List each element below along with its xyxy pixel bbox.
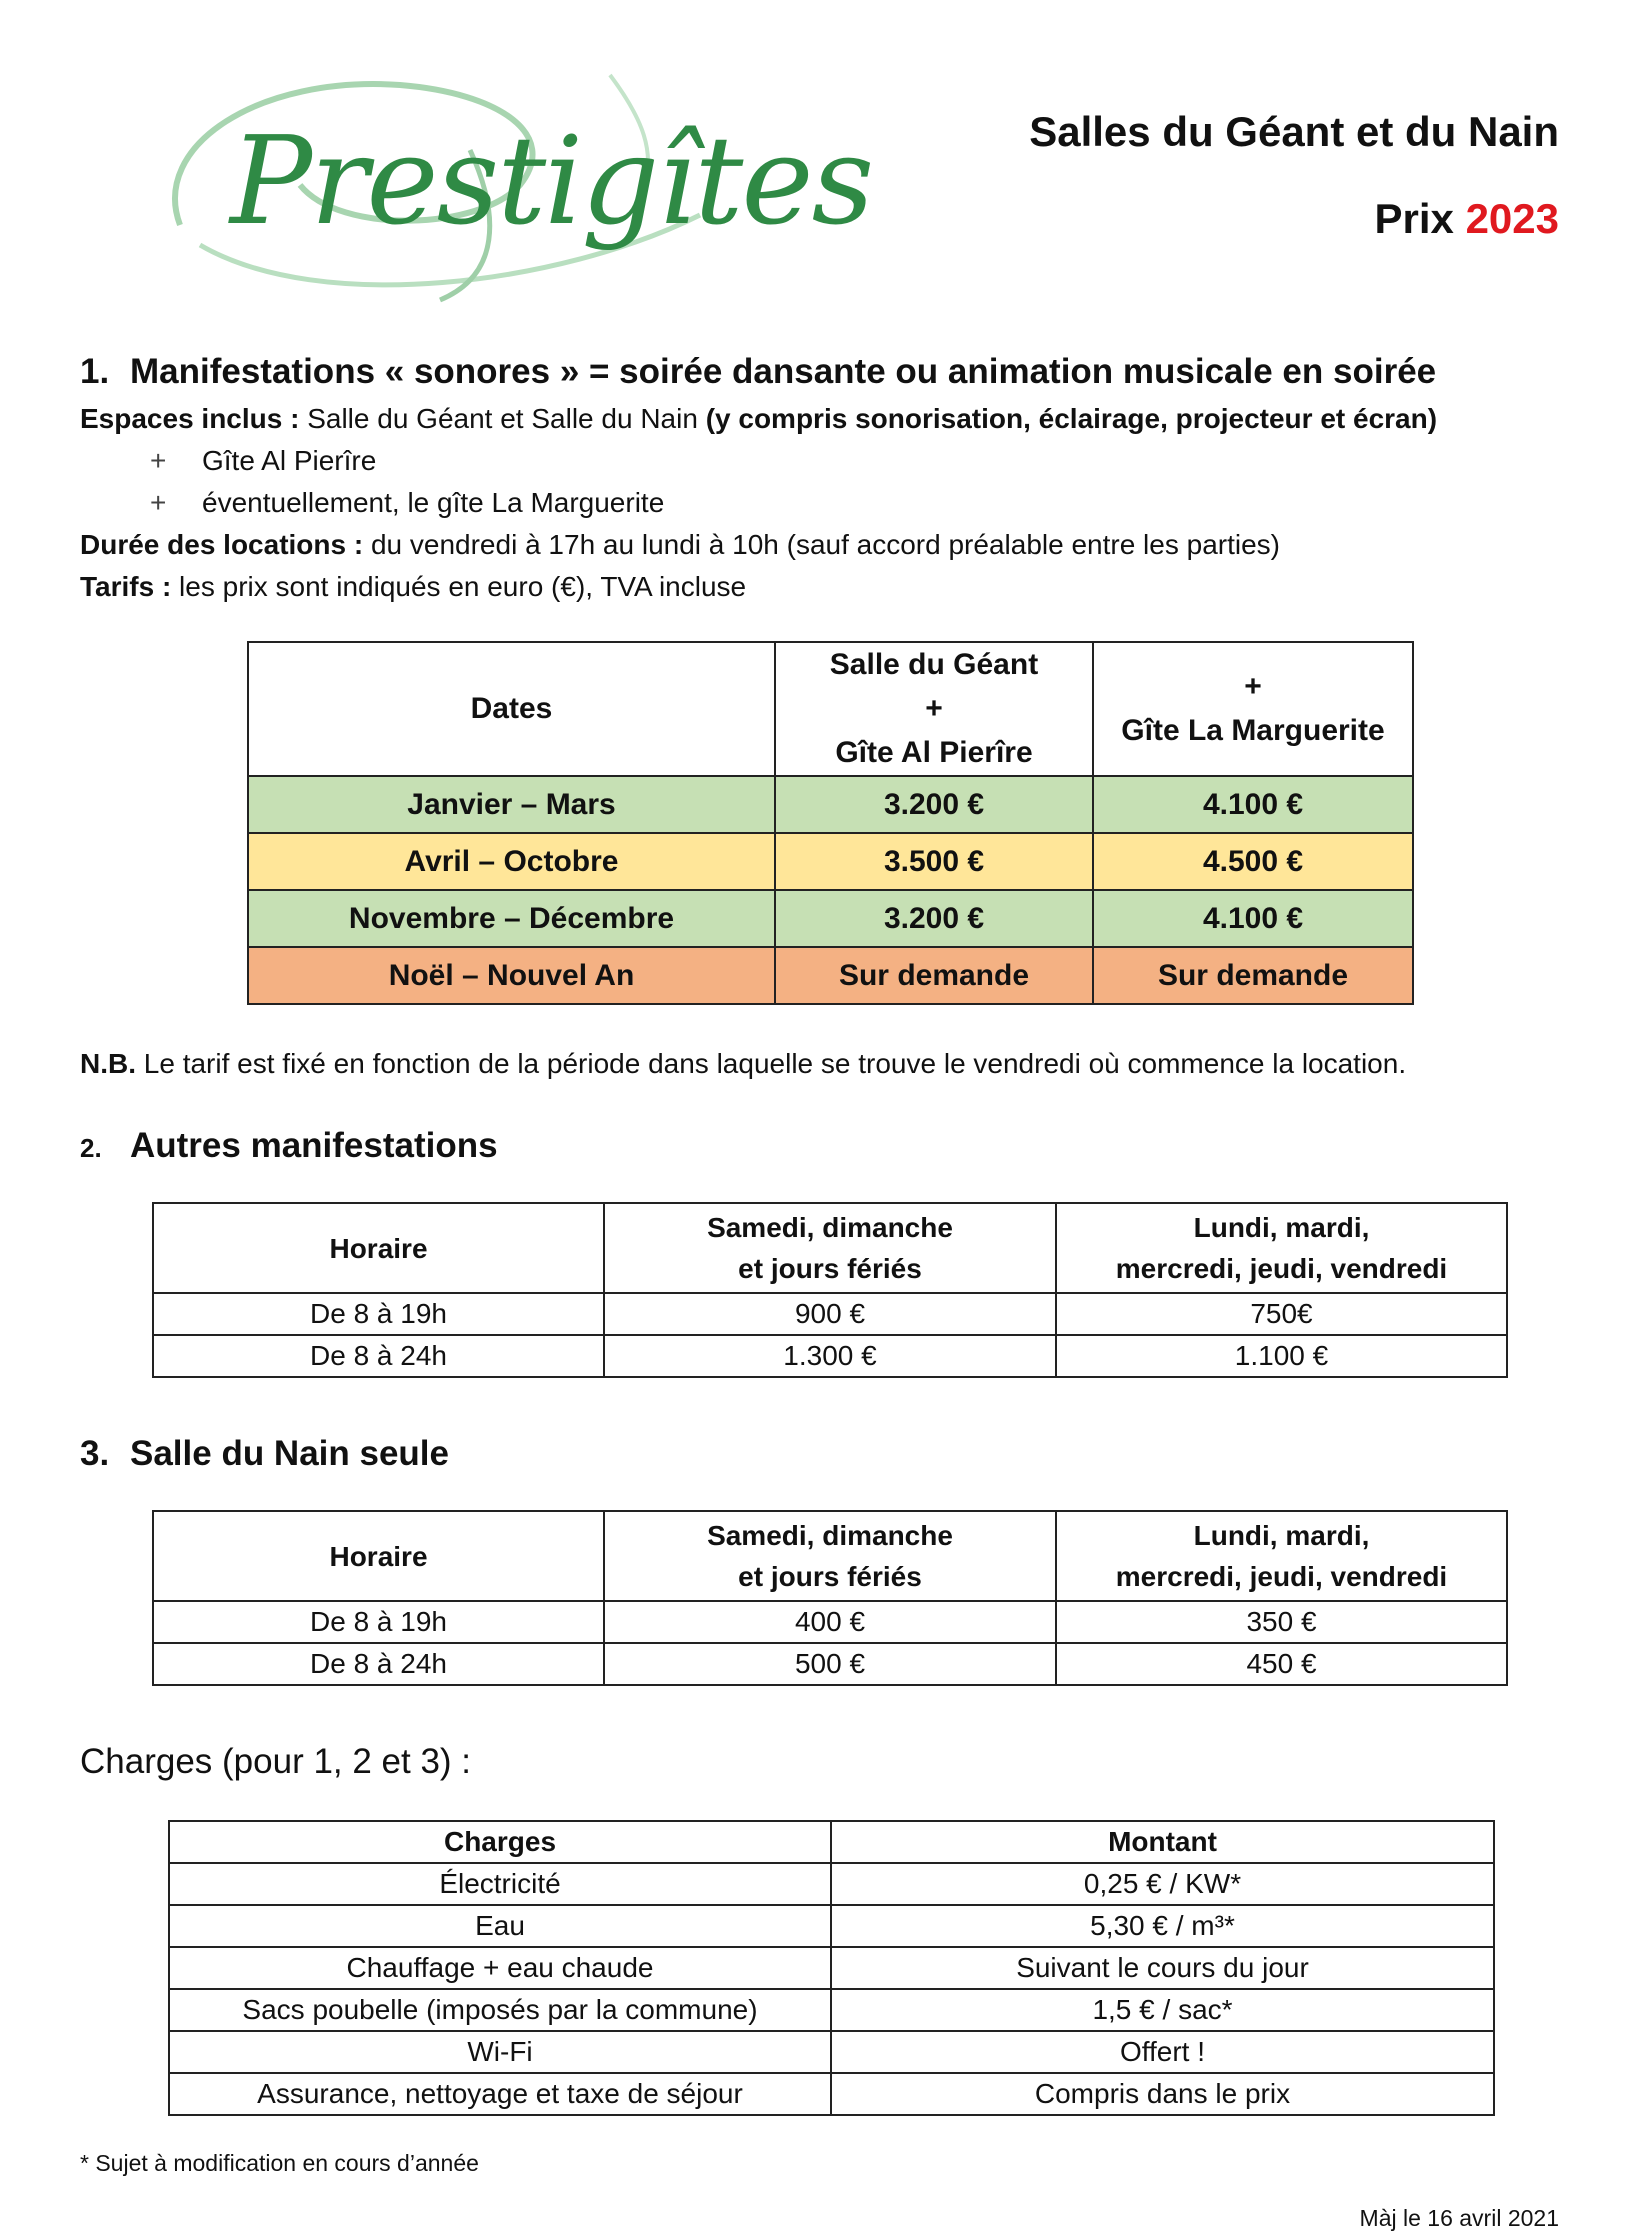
section3-title: Salle du Nain seule: [130, 1434, 449, 1473]
header-line: +: [1244, 670, 1262, 703]
plus-icon: +: [150, 487, 167, 518]
header-charges: Charges: [169, 1821, 831, 1863]
table-row: [169, 1989, 1494, 2031]
price-cell: Sur demande: [1093, 947, 1413, 1004]
price-cell: 500 €: [604, 1643, 1056, 1685]
header-line: mercredi, jeudi, vendredi: [1115, 1253, 1448, 1284]
nb-label: N.B.: [80, 1048, 136, 1079]
charge-item: Électricité: [169, 1863, 831, 1905]
price-cell: 3.200 €: [775, 890, 1093, 947]
autres-price-table: [152, 1202, 1508, 1378]
document-title: Salles du Géant et du Nain: [1029, 108, 1559, 155]
section3-number: 3.: [80, 1434, 110, 1473]
header-weekdays: [1056, 1203, 1507, 1293]
logo: [140, 55, 873, 315]
charge-item: Sacs poubelle (imposés par la commune): [169, 1989, 831, 2031]
header-marguerite: [1093, 642, 1413, 776]
charges-table: [168, 1820, 1495, 2116]
logo-wordmark: Prestigîtes: [230, 110, 873, 252]
price-label: Prix: [1374, 195, 1454, 242]
header-horaire: Horaire: [153, 1203, 604, 1293]
duree-line: [80, 529, 1280, 561]
header-weekdays: [1056, 1511, 1507, 1601]
section2-number: 2.: [80, 1133, 102, 1163]
table-row: [153, 1643, 1507, 1685]
header-line: +: [925, 692, 943, 725]
section1-number: 1.: [80, 352, 110, 391]
update-date: Màj le 16 avril 2021: [1359, 2205, 1559, 2231]
nain-price-table: [152, 1510, 1508, 1686]
table-row: [169, 2073, 1494, 2115]
charge-amount: 0,25 € / KW*: [831, 1863, 1494, 1905]
price-cell: 3.500 €: [775, 833, 1093, 890]
tarifs-label: Tarifs :: [80, 571, 172, 602]
charges-heading: Charges (pour 1, 2 et 3) :: [80, 1742, 472, 1781]
header-line: Samedi, dimanche: [707, 1520, 953, 1551]
period-cell: Novembre – Décembre: [248, 890, 775, 947]
header-line: Samedi, dimanche: [707, 1212, 953, 1243]
price-cell: 750€: [1056, 1293, 1507, 1335]
price-cell: 4.100 €: [1093, 776, 1413, 833]
horaire-cell: De 8 à 19h: [153, 1601, 604, 1643]
price-cell: 400 €: [604, 1601, 1056, 1643]
table-row: [248, 776, 1413, 833]
espaces-value: Salle du Géant et Salle du Nain: [299, 403, 706, 434]
tarifs-line: [80, 571, 746, 603]
tarifs-value: les prix sont indiqués en euro (€), TVA incluse: [171, 571, 747, 602]
duree-label: Durée des locations :: [80, 529, 364, 560]
header-line: Salle du Géant: [829, 648, 1039, 681]
nb-note: [80, 1048, 1406, 1080]
horaire-cell: De 8 à 19h: [153, 1293, 604, 1335]
price-cell: 4.500 €: [1093, 833, 1413, 890]
header-line: et jours fériés: [738, 1253, 922, 1284]
header-line: Gîte Al Pierîre: [835, 736, 1033, 769]
header-line: Lundi, mardi,: [1193, 1520, 1370, 1551]
bullet-item: [150, 487, 664, 519]
header-montant: Montant: [831, 1821, 1494, 1863]
charge-amount: Offert !: [831, 2031, 1494, 2073]
price-cell: 1.100 €: [1056, 1335, 1507, 1377]
table-header-row: [153, 1203, 1507, 1293]
footnote: * Sujet à modification en cours d’année: [80, 2150, 479, 2176]
sonores-price-table: [247, 641, 1414, 1005]
header-line: Gîte La Marguerite: [1121, 714, 1385, 747]
section1-heading: [80, 352, 1436, 392]
price-year-heading: [1375, 195, 1560, 243]
header-weekend: [604, 1511, 1056, 1601]
table-header-row: [248, 642, 1413, 776]
table-header-row: [153, 1511, 1507, 1601]
section3-heading: [80, 1434, 449, 1474]
bullet-text: Gîte Al Pierîre: [202, 445, 377, 476]
table-row: [169, 1863, 1494, 1905]
plus-icon: +: [150, 445, 167, 476]
charge-amount: 5,30 € / m³*: [831, 1905, 1494, 1947]
horaire-cell: De 8 à 24h: [153, 1643, 604, 1685]
header-line: mercredi, jeudi, vendredi: [1115, 1561, 1448, 1592]
charge-item: Chauffage + eau chaude: [169, 1947, 831, 1989]
charge-amount: Compris dans le prix: [831, 2073, 1494, 2115]
header-dates: Dates: [248, 642, 775, 776]
period-cell: Avril – Octobre: [248, 833, 775, 890]
table-row: [248, 833, 1413, 890]
price-cell: 450 €: [1056, 1643, 1507, 1685]
espaces-label: Espaces inclus :: [80, 403, 300, 434]
table-row: [169, 1947, 1494, 1989]
charge-item: Wi-Fi: [169, 2031, 831, 2073]
period-cell: Janvier – Mars: [248, 776, 775, 833]
table-row: [153, 1601, 1507, 1643]
price-cell: 3.200 €: [775, 776, 1093, 833]
charge-amount: Suivant le cours du jour: [831, 1947, 1494, 1989]
section2-title: Autres manifestations: [130, 1126, 498, 1165]
header-line: Lundi, mardi,: [1193, 1212, 1370, 1243]
period-cell: Noël – Nouvel An: [248, 947, 775, 1004]
price-cell: 350 €: [1056, 1601, 1507, 1643]
bullet-item: [150, 445, 376, 477]
header-line: et jours fériés: [738, 1561, 922, 1592]
header-geant: [775, 642, 1093, 776]
price-cell: 1.300 €: [604, 1335, 1056, 1377]
header-weekend: [604, 1203, 1056, 1293]
horaire-cell: De 8 à 24h: [153, 1335, 604, 1377]
bullet-text: éventuellement, le gîte La Marguerite: [202, 487, 665, 518]
espaces-line: [80, 403, 1437, 435]
header-horaire: Horaire: [153, 1511, 604, 1601]
duree-value: du vendredi à 17h au lundi à 10h (sauf accord préalable entre les parties): [363, 529, 1280, 560]
charge-amount: 1,5 € / sac*: [831, 1989, 1494, 2031]
year: 2023: [1465, 195, 1559, 242]
espaces-bold: (y compris sonorisation, éclairage, projecteur et écran): [705, 403, 1438, 434]
table-row: [248, 947, 1413, 1004]
price-cell: Sur demande: [775, 947, 1093, 1004]
table-row: [153, 1293, 1507, 1335]
price-cell: 4.100 €: [1093, 890, 1413, 947]
table-row: [169, 1905, 1494, 1947]
table-row: [169, 2031, 1494, 2073]
charge-item: Eau: [169, 1905, 831, 1947]
nb-text: Le tarif est fixé en fonction de la période dans laquelle se trouve le vendredi où commence la location.: [136, 1048, 1407, 1079]
table-header-row: [169, 1821, 1494, 1863]
table-row: [153, 1335, 1507, 1377]
charge-item: Assurance, nettoyage et taxe de séjour: [169, 2073, 831, 2115]
table-row: [248, 890, 1413, 947]
section1-title: Manifestations « sonores » = soirée dansante ou animation musicale en soirée: [130, 352, 1437, 391]
price-cell: 900 €: [604, 1293, 1056, 1335]
section2-heading: [80, 1126, 498, 1166]
